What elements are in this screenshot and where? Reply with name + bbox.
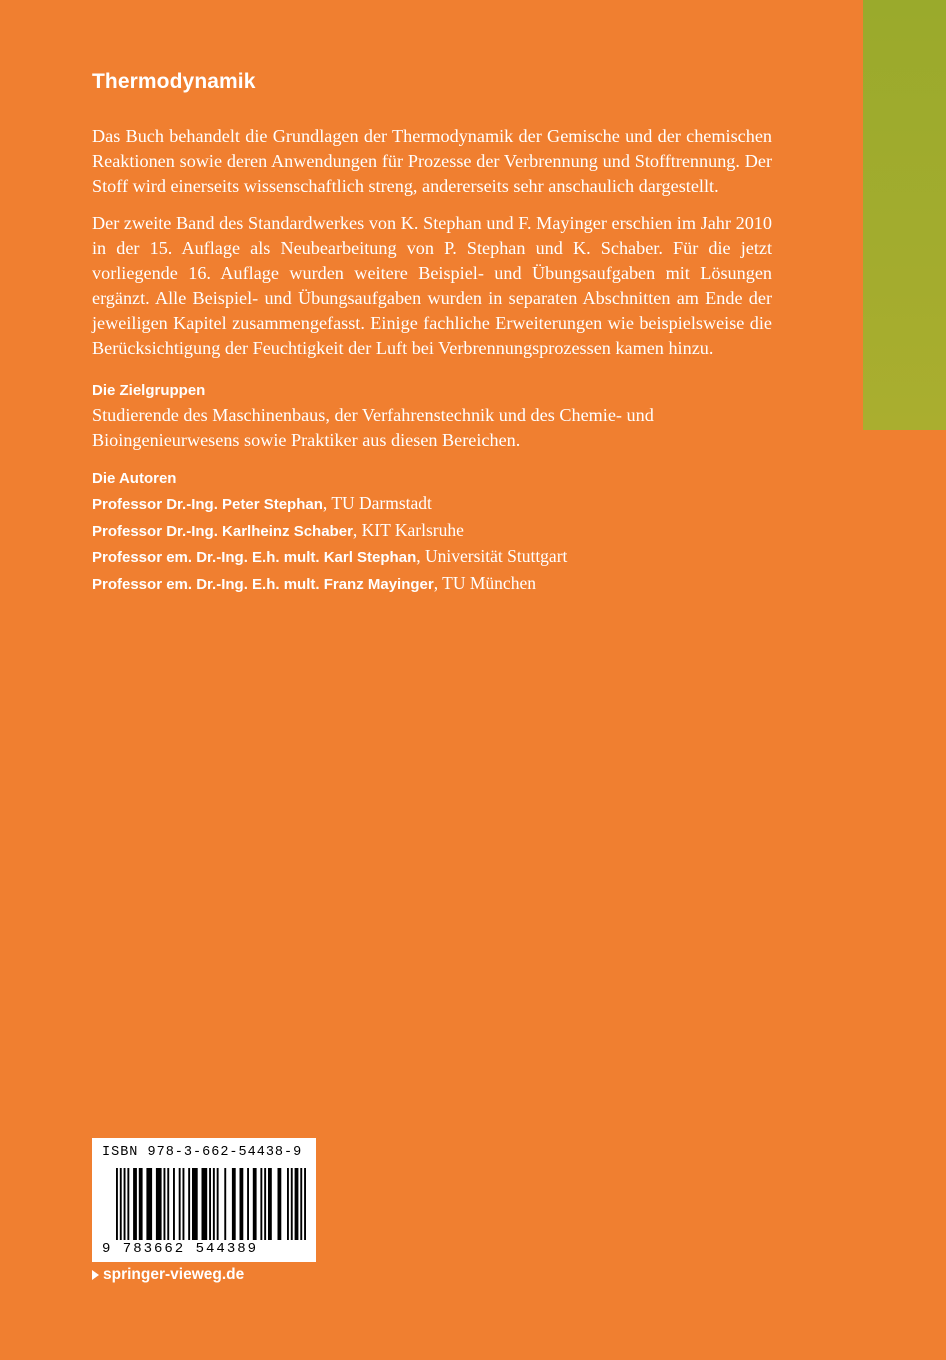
barcode-bar [127,1168,129,1240]
barcode-bar [217,1168,219,1240]
barcode-bar [300,1168,302,1240]
barcode-bar [295,1168,299,1240]
barcode-bar [120,1168,122,1240]
barcode-bar [278,1168,282,1240]
barcode-bar [116,1168,118,1240]
description-paragraph-1: Das Buch behandelt die Grundlagen der Thermodynamik der Gemische und der chemischen Reaktionen sowie deren Anwendungen für Prozesse der Verbrennung und Stofftrennung. Der Stoff wird einerseits wissenschaftlich streng, andererseits sehr anschaulich dargestellt. [92,126,772,196]
barcode-bar [173,1168,175,1240]
publisher-url: springer-vieweg.de [103,1266,245,1283]
barcode-bar [260,1168,262,1240]
accent-strip [863,0,946,430]
barcode-bar [156,1168,162,1240]
arrow-right-icon [92,1270,99,1280]
author-name: Professor Dr.-Ing. Karlheinz Schaber [92,522,353,540]
barcode-bar [247,1168,249,1240]
barcode-bars [116,1168,306,1240]
barcode-bar [240,1168,244,1240]
author-line [92,491,772,518]
isbn-barcode [92,1138,316,1262]
barcode-bar [209,1168,211,1240]
book-title: Thermodynamik [92,70,256,93]
barcode-bar [164,1168,166,1240]
author-name: Professor em. Dr.-Ing. E.h. mult. Karl Stephan [92,549,417,566]
barcode-bar [268,1168,272,1240]
author-affiliation: , Universität Stuttgart [416,546,568,566]
back-cover-text [92,70,772,597]
author-name: Professor Dr.-Ing. Peter Stephan [92,496,323,513]
author-affiliation: , TU Darmstadt [322,493,432,513]
barcode-bar [264,1168,266,1240]
authors-list [92,491,772,597]
barcode-bar [183,1168,185,1240]
author-line [92,518,772,545]
author-line [92,544,772,571]
barcode-bar [291,1168,293,1240]
barcode-digits: 9 783662 544389 [102,1241,259,1257]
barcode-bar [133,1168,137,1240]
target-group-text: Studierende des Maschinenbaus, der Verfahrenstechnik und des Chemie- und Bioingenieurwesens sowie Praktiker aus diesen Bereichen. [92,405,654,450]
barcode-bar [179,1168,181,1240]
barcode-bar [202,1168,208,1240]
description-paragraph-2: Der zweite Band des Standardwerkes von K. Stephan und F. Mayinger erschien im Jahr 2010 in der 15. Auflage als Neubearbeitung von P. Stephan und K. Schaber. Für die jetzt vorliegende 16. Auflage wurden weitere Beispiel- und Übungsaufgaben mit Lösungen ergänzt. Alle Beispiel- und Übungsaufgaben wurden in separaten Abschnitten am Ende der jeweiligen Kapitel zusammengefasst. Einige fachliche Erweiterungen wie beispielsweise die Berücksichtigung der Feuchtigkeit der Luft bei Verbrennungsprozessen kamen hinzu. [92,213,772,358]
author-line [92,571,772,598]
barcode-bar [167,1168,169,1240]
barcode-bar [213,1168,215,1240]
barcode-bar [304,1168,306,1240]
barcode-bar [253,1168,257,1240]
barcode-bar [232,1168,236,1240]
authors-heading: Die Autoren [92,470,177,487]
barcode-bar [139,1168,143,1240]
barcode-bar [192,1168,198,1240]
target-group-heading: Die Zielgruppen [92,382,206,399]
isbn-label: ISBN 978-3-662-54438-9 [102,1145,303,1160]
publisher-link[interactable] [92,1266,244,1284]
author-affiliation: , KIT Karlsruhe [352,519,464,540]
author-affiliation: , TU München [433,572,536,593]
barcode-bar [146,1168,152,1240]
barcode-bar [287,1168,289,1240]
author-name: Professor em. Dr.-Ing. E.h. mult. Franz Mayinger [92,575,434,593]
barcode-bar [124,1168,126,1240]
barcode-bar [224,1168,226,1240]
barcode-bar [188,1168,190,1240]
